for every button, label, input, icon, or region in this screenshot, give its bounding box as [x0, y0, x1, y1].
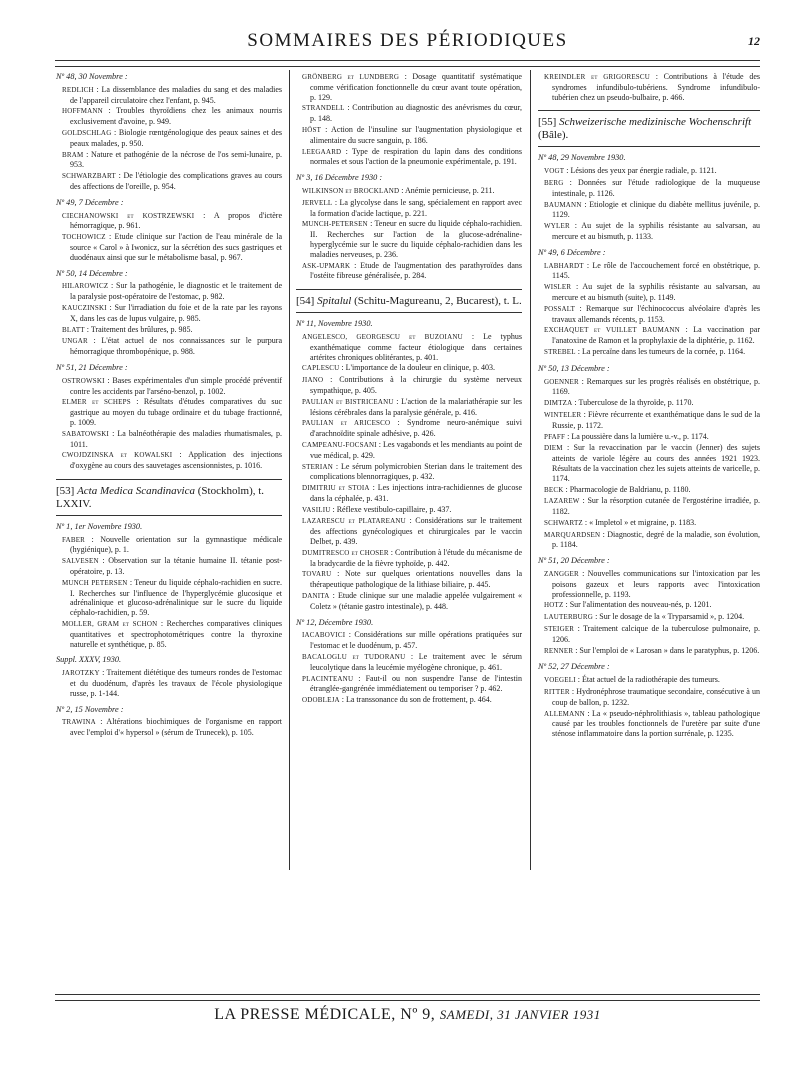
article-entry: [538, 398, 760, 409]
article-entry: [538, 600, 760, 611]
article-entry: [538, 282, 760, 303]
article-author: CAPLESCU: [302, 364, 340, 373]
article-author: ZANGGER: [544, 570, 579, 579]
article-text: : Etiologie et clinique du diabète mellitus juvénile, p. 1129.: [552, 199, 760, 220]
article-author: SABATOWSKI: [62, 429, 109, 438]
article-text: : Teneur du liquide céphalo-rachidien en sucre. I. Recherches sur l'influence de l'hyperglycémie glucosique et adrénalinique et glucoso-adrénalinique sur le sucre du liquide céphalo-rachidien, p. 59.: [70, 577, 282, 618]
article-entry: [56, 376, 282, 397]
article-text: : Au sujet de la syphilis résistante au salvarsan, au mercure et au bismuth (suite), p. 1149.: [552, 282, 760, 302]
article-author: BACALOGLU et TUDORANU: [302, 653, 406, 662]
article-text: : Etude de l'augmentation des parathyroïdes dans l'ostéite fibreuse généralisée, p. 284.: [310, 260, 522, 281]
article-entry: [56, 429, 282, 450]
article-text: : De l'étiologie des complications graves au cours des affections de l'oreille, p. 954.: [70, 171, 282, 191]
article-author: OSTROWSKI: [62, 376, 105, 385]
article-entry: [296, 397, 522, 418]
article-entry: [538, 200, 760, 221]
article-entry: [56, 717, 282, 738]
article-entry: [538, 304, 760, 325]
article-entry: [56, 619, 282, 649]
article-entry: [538, 178, 760, 199]
journal-title: [538, 116, 760, 142]
journal-number: [54]: [296, 295, 315, 308]
article-text: : Résultats d'études comparatives du suc gastrique au moyen du tubage ordinaire et du tubage fractionné, p. 1009.: [70, 397, 282, 427]
article-author: REDLICH: [62, 85, 94, 94]
article-entry: [296, 219, 522, 259]
article-text: : Bases expérimentales d'un simple procédé préventif contre les accidents par l'arséno-benzol, p. 1002.: [70, 375, 282, 396]
article-entry: [296, 261, 522, 282]
issue-heading: Nº 50, 14 Décembre :: [56, 268, 128, 278]
article-entry: [296, 516, 522, 546]
article-text: : Faut-il ou non suspendre l'anse de l'intestin étranglée-gangrénée immédiatement ou temporiser ? p. 462.: [310, 673, 522, 694]
article-author: BRAM: [62, 150, 84, 159]
article-author: WISLER: [544, 283, 572, 292]
article-text: : A propos d'ictère hémorragique, p. 961.: [70, 210, 282, 231]
article-entry: [296, 125, 522, 146]
article-entry: [538, 496, 760, 517]
article-text: : Etude clinique sur une maladie appelée vulgairement « Coletz » (tétanie gastro intestinale), p. 448.: [310, 591, 522, 611]
article-author: ELMER et SCHEPS: [62, 398, 131, 407]
article-text: : Considérations sur le traitement des affections gynécologiques et chirurgicales par le vaccin Delbet, p. 439.: [310, 516, 523, 547]
article-entry: [56, 578, 282, 618]
page-footer: [55, 1006, 760, 1024]
article-entry: [538, 485, 760, 496]
article-author: SCHWARZBART: [62, 172, 116, 181]
article-text: : Nouvelle orientation sur la gymnastique médicale (hygiénique), p. 1.: [70, 534, 282, 555]
article-entry: [538, 221, 760, 242]
article-text: : Sur l'irradiation du foie et de la rate par les rayons X, dans les cas de lupus vulgaire, p. 985.: [70, 302, 282, 323]
article-entry: [56, 397, 282, 427]
article-entry: [538, 624, 760, 645]
article-author: JERVELL: [302, 198, 333, 207]
article-entry: [56, 128, 282, 149]
article-text: : L'action de la malariathérapie sur les lésions cérébrales dans la paralysie générale, p. 416.: [310, 396, 522, 417]
article-entry: [56, 232, 282, 262]
journal-details: (Bâle).: [538, 129, 569, 142]
article-author: DUMITRESCO et CHOSER: [302, 548, 389, 557]
article-entry: [296, 483, 522, 504]
article-author: MUNCH PETERSEN: [62, 578, 128, 587]
article-author: RITTER: [544, 688, 570, 697]
issue-heading: Nº 51, 21 Décembre :: [56, 362, 128, 372]
article-text: : Nature et pathogénie de la nécrose de l'os semi-lunaire, p. 953.: [70, 149, 282, 170]
article-author: LAZAREW: [544, 497, 580, 506]
article-author: DIEM: [544, 444, 563, 453]
article-entry: [56, 668, 282, 698]
article-entry: [56, 106, 282, 127]
article-text: : Traitement des brûlures, p. 985.: [84, 324, 193, 334]
article-entry: [296, 674, 522, 695]
journal-section-header: [296, 289, 522, 313]
journal-name: Spitalul: [317, 295, 352, 308]
article-entry: [296, 630, 522, 651]
article-entry: [56, 281, 282, 302]
article-author: MUNCH-PETERSEN: [302, 220, 368, 229]
article-author: DIMTZA: [544, 399, 573, 408]
article-entry: [538, 432, 760, 443]
article-entry: [538, 530, 760, 551]
article-author: LEEGAARD: [302, 147, 342, 156]
article-author: VASILIU: [302, 505, 331, 514]
article-author: GOLDSCHLAG: [62, 128, 112, 137]
article-text: : Réflexe vestibulo-capillaire, p. 437.: [330, 504, 452, 514]
issue-heading: Nº 48, 30 Novembre :: [56, 72, 128, 81]
article-author: VOEGELI: [544, 676, 576, 685]
journal-name: Schweizerische medizinische Wochenschrift: [559, 116, 752, 129]
article-text: : La « pseudo-néphrolithiasis », tableau pathologique causé par les troubles fonctionnels de l'uretère par suite d'une sténose inflammatoire dans la portion surrénale, p. 1235.: [552, 708, 760, 739]
article-text: : Remarques sur les progrès réalisés en obstétrique, p. 1169.: [552, 376, 760, 397]
article-text: : Hydronéphrose traumatique secondaire, consécutive à un coup de ballon, p. 1232.: [552, 687, 760, 707]
article-author: MOLLER, GRAM et SCHON: [62, 620, 158, 629]
article-entry: [56, 336, 282, 357]
column-1: [56, 72, 282, 739]
article-author: HÖST: [302, 125, 322, 134]
issue-heading: Nº 1, 1er Novembre 1930.: [56, 521, 143, 531]
article-entry: [296, 548, 522, 569]
column-divider: [289, 70, 290, 870]
article-text: : Remarque sur l'échinococcus alvéolaire d'après les travaux allemands récents, p. 1153.: [552, 303, 760, 324]
article-text: : Contributions à la chirurgie du système nerveux sympathique, p. 405.: [310, 375, 522, 395]
article-text: : Observation sur la tétanie humaine II. tétanie post-opératoire, p. 13.: [70, 556, 282, 577]
article-text: : Recherches comparatives cliniques quantitatives et spectrophotométriques contre la thyroxine naturelle et synthétique, p. 85.: [70, 619, 282, 649]
column-2: [296, 72, 522, 707]
article-author: ODOBLEJA: [302, 696, 340, 705]
article-author: PFAFF: [544, 432, 566, 441]
article-text: : Contributions à l'étude des syndromes infundibulo-tubériens. Syndrome infundibulo-tubérien chez un pseudo-bulbaire, p. 466.: [552, 72, 760, 102]
article-entry: [538, 377, 760, 398]
article-text: : Contribution au diagnostic des anévrismes du cœur, p. 148.: [310, 103, 522, 124]
article-entry: [56, 85, 282, 106]
article-text: : Traitement calcique de la tuberculose pulmonaire, p. 1206.: [552, 624, 760, 644]
article-author: LAZARESCU et PLATAREANU: [302, 517, 406, 526]
issue-heading: Nº 51, 20 Décembre :: [538, 556, 610, 566]
article-author: DANITA: [302, 592, 330, 601]
article-text: : Tuberculose de la thyroïde, p. 1170.: [572, 398, 694, 408]
article-entry: [538, 72, 760, 102]
article-text: : Au sujet de la syphilis résistante au salvarsan, au mercure et au bismuth, p. 1133.: [552, 221, 760, 241]
article-author: TOVARU: [302, 570, 332, 579]
article-entry: [296, 332, 522, 362]
article-entry: [296, 695, 522, 706]
article-text: : Sur le dosage de la « Tryparsamid », p. 1204.: [593, 612, 745, 622]
article-author: EXCHAQUET et VUILLET BAUMANN: [544, 326, 680, 335]
article-text: : Sur la résorption cutanée de l'ergostérine irradiée, p. 1182.: [552, 496, 760, 517]
article-author: CWOJDZINSKA et KOWALSKI: [62, 451, 173, 460]
article-text: : Etude clinique sur l'action de l'eau minérale de la source « Carol » à Iwonicz, sur la sécrétion des sucs gastriques et duodénaux ainsi que sur le métabolisme basal, p. 967.: [70, 232, 282, 262]
article-author: KREINDLER et GRIGORESCU: [544, 73, 651, 81]
article-entry: [296, 440, 522, 461]
article-text: : Application des injections d'oxygène au cours des sauvetages ascensionnistes, p. 1016.: [70, 450, 282, 471]
article-text: : Type de respiration du lapin dans des conditions normales et sous l'action de la pneumonie expérimentale, p. 191.: [310, 146, 522, 167]
article-entry: [296, 375, 522, 396]
article-author: BERG: [544, 178, 564, 187]
article-text: : Fièvre récurrente et exanthématique dans le sud de la Russie, p. 1172.: [552, 409, 760, 430]
article-text: : Sur la pathogénie, le diagnostic et le traitement de la paralysie post-opératoire de l'estomac, p. 982.: [70, 281, 282, 302]
article-author: ASK-UPMARK: [302, 261, 351, 270]
article-entry: [296, 591, 522, 612]
issue-heading: Suppl. XXXV, 1930.: [56, 655, 122, 665]
article-entry: [296, 198, 522, 219]
article-text: : « Impletol » et migraine, p. 1183.: [582, 517, 697, 527]
article-text: : Le sérum polymicrobien Sterian dans le traitement des complications blennorragiques, p. 432.: [310, 461, 522, 482]
article-author: LABHARDT: [544, 261, 584, 270]
article-author: KAUCZINSKI: [62, 303, 107, 312]
issue-heading: Nº 52, 27 Décembre :: [538, 662, 610, 672]
article-author: STREBEL: [544, 347, 576, 356]
article-entry: [296, 103, 522, 124]
issue-heading: Nº 50, 13 Décembre :: [538, 363, 610, 373]
article-entry: [296, 72, 522, 102]
article-entry: [56, 325, 282, 336]
header-rule: [55, 60, 760, 67]
article-text: : Altérations biochimiques de l'organisme en rapport avec l'emploi d'« hypersol » (sérum de Trunecek), p. 105.: [70, 717, 282, 738]
article-text: : Nouvelles communications sur l'intoxication par les poisons gazeux et leurs rapports avec l'intoxication professionnelle, p. 1193.: [552, 569, 760, 599]
journal-number: [53]: [56, 484, 75, 497]
article-author: RENNER: [544, 646, 574, 655]
article-author: CAMPEANU-FOCSANI: [302, 440, 377, 449]
article-author: BAUMANN: [544, 200, 582, 209]
page-number: 12: [748, 34, 760, 48]
journal-section-header: [538, 110, 760, 147]
article-text: : Le traitement avec le sérum leucolytique dans la leucémie myélogène chronique, p. 461.: [310, 652, 522, 672]
article-entry: [56, 450, 282, 471]
article-entry: [56, 556, 282, 577]
article-text: : État actuel de la radiothérapie des tumeurs.: [575, 675, 720, 685]
article-author: TOCHOWICZ: [62, 233, 106, 242]
article-text: : Note sur quelques orientations nouvelles dans la thérapeutique pathologique de la lithiase biliaire, p. 445.: [310, 569, 522, 590]
article-entry: [56, 535, 282, 556]
article-entry: [296, 147, 522, 168]
footer-journal: LA PRESSE MÉDICALE, Nº 9,: [214, 1006, 436, 1023]
article-author: HILAROWICZ: [62, 282, 109, 291]
article-text: : Traitement diététique des tumeurs rondes de l'estomac et du duodénum, d'après les travaux de l'école physiologique russe, p. 1-144.: [70, 668, 282, 698]
article-entry: [56, 150, 282, 171]
page-header: [55, 26, 760, 60]
article-entry: [538, 166, 760, 177]
article-text: : Pharmacologie de Baldrianu, p. 1180.: [563, 484, 691, 494]
issue-heading: Nº 11, Novembre 1930.: [296, 319, 373, 329]
column-divider: [530, 70, 531, 870]
article-author: DIMITRIU et STOIA: [302, 484, 370, 493]
article-author: BECK: [544, 485, 564, 494]
article-entry: [538, 261, 760, 282]
article-text: : Anémie pernicieuse, p. 211.: [399, 185, 495, 195]
footer-date: SAMEDI, 31 JANVIER 1931: [439, 1007, 601, 1022]
article-text: : Données sur l'étude radiologique de la muqueuse intestinale, p. 1126.: [552, 177, 760, 198]
article-entry: [538, 443, 760, 483]
article-text: : Teneur en sucre du liquide céphalo-rachidien. II. Recherches sur l'action de la glucose-adrénaline-hyperglycémie sur le sucre du liquide céphalo-rachidien dans les maladies nerveuses, p. 236.: [310, 219, 522, 259]
article-entry: [56, 303, 282, 324]
column-3: [538, 72, 760, 740]
article-author: MARQUARDSEN: [544, 530, 601, 539]
article-author: SCHWARTZ: [544, 518, 583, 527]
article-text: : Syndrome neuro-anémique suivi d'arachnoïdite spinale adhésive, p. 426.: [310, 418, 522, 439]
article-text: : Les vagabonds et les mendiants au point de vue médical, p. 429.: [310, 439, 522, 460]
article-text: : Biologie rœntgénologique des peaux saines et des peaux malades, p. 950.: [70, 127, 282, 148]
article-author: JAROTZKY: [62, 669, 100, 678]
article-text: : La poussière dans la lumière u.-v., p. 1174.: [565, 431, 709, 441]
article-text: : Le typhus exanthématique comme facteur étiologique dans certaines artérites chroniques oblitérantes, p. 401.: [310, 331, 522, 362]
article-entry: [296, 505, 522, 516]
article-entry: [538, 675, 760, 686]
article-text: : L'état actuel de nos connaissances sur le purpura hémorragique thrombopénique, p. 988.: [70, 336, 282, 357]
article-author: SALVESEN: [62, 557, 99, 566]
article-author: WINTELER: [544, 410, 582, 419]
article-author: PAULIAN et BISTRICEANU: [302, 397, 394, 406]
journal-details: (Stockholm), t. LXXIV.: [56, 484, 265, 510]
article-author: ALLEMANN: [544, 709, 585, 718]
article-entry: [56, 171, 282, 192]
journal-number: [55]: [538, 116, 557, 129]
article-author: JIANO: [302, 376, 324, 385]
article-author: WILKINSON et BROCKLAND: [302, 186, 400, 195]
article-entry: [296, 418, 522, 439]
article-entry: [296, 652, 522, 673]
article-text: : La balnéothérapie des maladies rhumatismales, p. 1011.: [70, 428, 282, 449]
article-author: CIECHANOWSKI et KOSTRZEWSKI: [62, 211, 195, 220]
article-entry: [538, 687, 760, 708]
article-text: : Considérations sur mille opérations pratiquées sur l'estomac et le duodénum, p. 457.: [310, 630, 522, 651]
article-entry: [296, 186, 522, 197]
journal-section-header: [56, 479, 282, 516]
article-text: : L'importance de la douleur en clinique, p. 403.: [339, 363, 496, 373]
article-author: STERIAN: [302, 462, 333, 471]
article-author: TRAWINA: [62, 718, 96, 727]
article-entry: [538, 325, 760, 346]
article-entry: [296, 569, 522, 590]
article-author: HOTZ: [544, 601, 564, 610]
article-author: IACABOVICI: [302, 631, 346, 640]
article-author: PLACINTEANU: [302, 674, 354, 683]
article-text: : Les injections intra-rachidiennes de glucose dans la céphalée, p. 431.: [310, 483, 522, 503]
article-text: : Sur l'emploi de « Larosan » dans le paratyphus, p. 1206.: [573, 645, 760, 655]
article-entry: [538, 410, 760, 431]
issue-heading: Nº 12, Décembre 1930.: [296, 617, 374, 627]
article-text: : Le rôle de l'accouchement forcé en obstétrique, p. 1145.: [552, 260, 760, 281]
journal-title: [296, 295, 522, 308]
footer-rule: [55, 994, 760, 1001]
article-author: ANGELESCO, GEORGESCU et BUZOIANU: [302, 332, 463, 341]
issue-heading: Nº 49, 6 Décembre :: [538, 247, 606, 257]
article-text: : Dosage quantitatif systématique comme vérification fonctionnelle du cœur avant toute opération, p. 129.: [310, 72, 522, 102]
article-author: LAUTERBURG: [544, 613, 594, 622]
issue-heading: Nº 2, 15 Novembre :: [56, 704, 124, 714]
issue-heading: Nº 3, 16 Décembre 1930 :: [296, 173, 383, 183]
article-text: : Contribution à l'étude du mécanisme de la bradycardie de la fièvre typhoïde, p. 442.: [310, 547, 522, 568]
article-author: HOFFMANN: [62, 107, 103, 116]
article-entry: [296, 462, 522, 483]
article-entry: [538, 518, 760, 529]
article-text: : La percaïne dans les tumeurs de la cornée, p. 1164.: [575, 346, 746, 356]
article-entry: [538, 347, 760, 358]
article-author: BLATT: [62, 325, 85, 334]
article-author: PAULIAN et ARICESCO: [302, 419, 391, 428]
issue-heading: Nº 48, 29 Novembre 1930.: [538, 153, 626, 163]
journal-name: Acta Medica Scandinavica: [77, 484, 195, 497]
article-text: : Diagnostic, degré de la maladie, son évolution, p. 1184.: [552, 529, 760, 550]
page-title: SOMMAIRES DES PÉRIODIQUES: [247, 30, 568, 51]
article-entry: [56, 211, 282, 232]
article-entry: [538, 569, 760, 599]
article-author: WYLER: [544, 222, 570, 231]
article-text: : La vaccination par l'anatoxine de Ramon et la prophylaxie de la diphtérie, p. 1162.: [552, 325, 760, 346]
article-author: STRANDELL: [302, 104, 345, 113]
article-author: STEIGER: [544, 625, 575, 634]
article-text: : La transsonance du son de frottement, p. 464.: [339, 695, 492, 705]
article-author: GRÖNBERG et LUNDBERG: [302, 73, 400, 81]
article-text: : La dissemblance des maladies du sang et des maladies de l'appareil circulatoire chez l'enfant, p. 945.: [70, 84, 282, 105]
article-entry: [296, 363, 522, 374]
journal-title: [56, 485, 282, 511]
article-author: GOENNER: [544, 377, 579, 386]
journal-details: (Schitu-Magureanu, 2, Bucarest), t. L.: [354, 295, 522, 308]
article-text: : Action de l'insuline sur l'augmentation physiologique et alimentaire du sucre sanguin, p. 186.: [310, 124, 522, 145]
article-author: POSSALT: [544, 304, 576, 313]
article-author: VOGT: [544, 167, 565, 176]
article-entry: [538, 646, 760, 657]
article-author: FABER: [62, 535, 86, 544]
article-text: : Sur la revaccination par le vaccin (Jenner) des sujets atteints de variole légère au cours des années 1921 1923. Résultats de la vaccination chez les sujets atteints de varicelle, p. 1174.: [552, 443, 760, 483]
article-author: UNGAR: [62, 337, 88, 346]
article-entry: [538, 709, 760, 739]
article-text: : Lésions des yeux par énergie radiale, p. 1121.: [564, 166, 717, 176]
article-text: : La glycolyse dans le sang, spécialement en rapport avec la formation d'acide lactique, p. 221.: [310, 197, 522, 218]
article-text: : Troubles thyroïdiens chez les animaux nourris exclusivement d'avoine, p. 949.: [70, 106, 282, 127]
article-text: : Sur l'alimentation des nouveau-nés, p. 1201.: [563, 600, 712, 610]
article-entry: [538, 612, 760, 623]
issue-heading: Nº 49, 7 Décembre :: [56, 197, 124, 207]
